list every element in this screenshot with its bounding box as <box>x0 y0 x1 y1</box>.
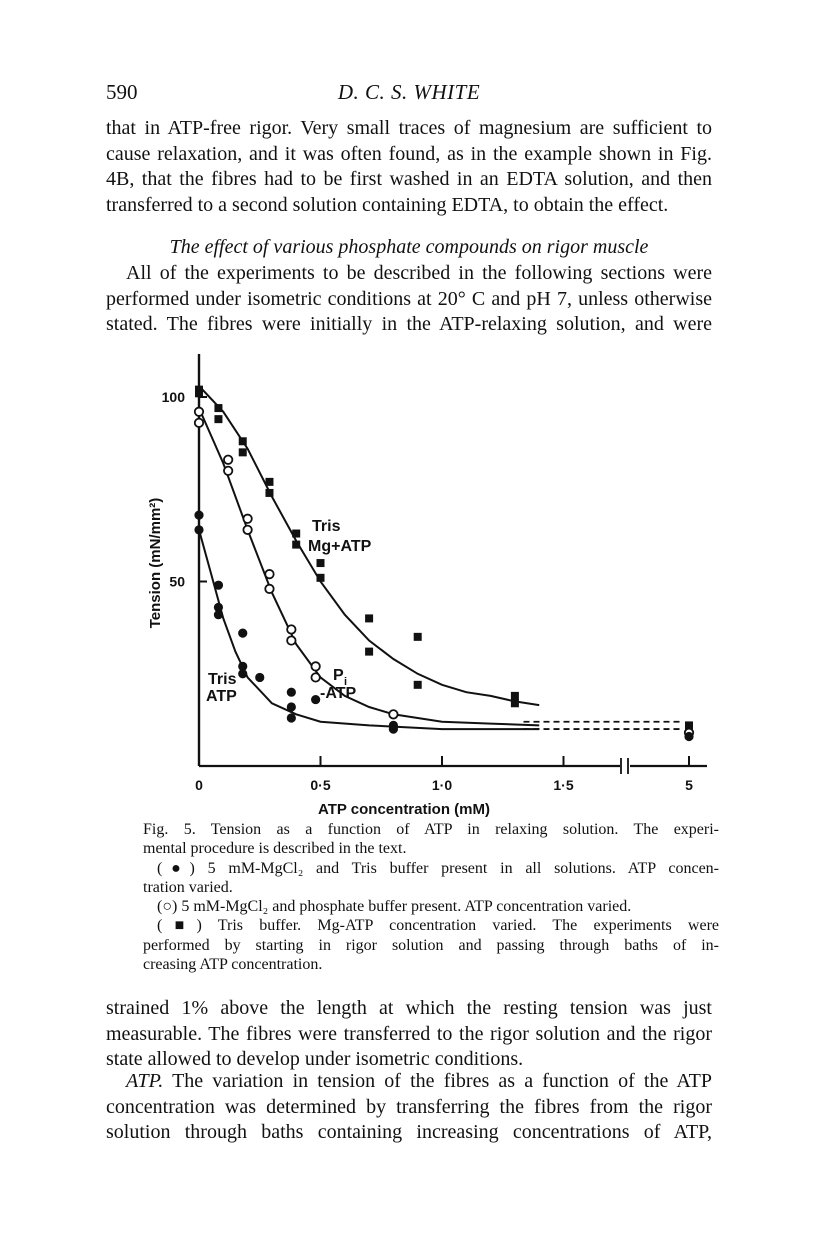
x-tick-label: 0 <box>195 777 203 793</box>
data-point-square <box>214 415 222 423</box>
data-point-filled-circle <box>389 725 398 734</box>
x-tick-label: 1·0 <box>431 777 453 793</box>
data-point-square <box>239 437 247 445</box>
open-circle-icon: ○ <box>162 898 172 916</box>
data-point-square <box>317 574 325 582</box>
y-tick-label: 100 <box>161 389 185 405</box>
data-point-square <box>292 541 300 549</box>
data-point-filled-circle <box>238 669 247 678</box>
data-point-square <box>195 389 203 397</box>
series-label-pi-atp: -ATP <box>320 685 357 702</box>
caption-title-line: mental procedure is described in the text. <box>143 840 407 858</box>
section-heading: The effect of various phosphate compounds on rigor muscle <box>169 236 649 258</box>
data-point-square <box>511 699 519 707</box>
data-point-open-circle <box>287 625 295 633</box>
series-label-mg-atp: Mg+ATP <box>308 538 372 555</box>
y-tick-label: 50 <box>169 573 185 590</box>
caption-item-open-circle: (○) 5 mM-MgCl₂ and phosphate buffer present. ATP concentration varied. <box>157 898 632 916</box>
x-tick-label: 1·5 <box>553 777 574 793</box>
running-head <box>106 80 712 110</box>
paragraph-line: 4B, that the fibres had to be first washed in an EDTA solution, and then <box>106 168 712 190</box>
paragraph-line: ATP. The variation in tension of the fibres as a function of the ATP <box>126 1070 712 1092</box>
fitted-curve <box>199 530 539 729</box>
paragraph-line: state allowed to develop under isometric conditions. <box>106 1048 524 1070</box>
data-point-open-circle <box>265 585 273 593</box>
data-point-open-circle <box>311 662 319 670</box>
data-point-filled-circle <box>214 581 223 590</box>
data-point-open-circle <box>224 467 232 475</box>
paragraph-line: solution through baths containing increasing concentrations of ATP, <box>106 1121 712 1143</box>
data-point-square <box>414 633 422 641</box>
figure-5-chart <box>140 348 720 818</box>
paragraph-line: All of the experiments to be described in the following sections were <box>126 262 712 284</box>
caption-item-line: performed by starting in rigor solution and passing through baths of in- <box>143 936 719 954</box>
paragraph-line: performed under isometric conditions at 20° C and pH 7, unless otherwise <box>106 287 712 310</box>
data-point-square <box>365 614 373 622</box>
paragraph-line: transferred to a second solution containing EDTA, to obtain the effect. <box>106 193 669 216</box>
top-paragraph <box>106 116 712 218</box>
data-point-square <box>214 404 222 412</box>
bottom-paragraph-1 <box>106 996 712 1073</box>
series-label-pi-subscript: i <box>344 676 348 688</box>
paragraph-line: stated. The fibres were initially in the ATP-relaxing solution, and were <box>106 313 712 335</box>
paragraph-line: measurable. The fibres were transferred to the rigor solution and the rigor <box>106 1022 712 1045</box>
data-point-filled-circle <box>214 610 223 619</box>
atp-lead: ATP. <box>126 1070 164 1092</box>
data-point-square <box>511 692 519 700</box>
data-point-filled-circle <box>287 713 296 722</box>
data-point-square <box>365 648 373 656</box>
figure-caption <box>143 820 719 974</box>
paragraph-line: that in ATP-free rigor. Very small traces of magnesium are sufficient to <box>106 117 712 139</box>
paragraph-line: concentration was determined by transferring the fibres from the rigor <box>106 1095 712 1118</box>
data-point-square <box>265 489 273 497</box>
caption-item-filled-square: (■) Tris buffer. Mg-ATP concentration varied. The experiments were <box>157 917 719 935</box>
intro-paragraph <box>106 261 712 338</box>
page-number: 590 <box>106 80 138 104</box>
x-axis-label: ATP concentration (mM) <box>318 801 490 818</box>
paragraph-line: cause relaxation, and it was often found, as in the example shown in Fig. <box>106 142 712 165</box>
data-point-filled-circle <box>287 702 296 711</box>
data-point-filled-circle <box>238 629 247 638</box>
paragraph-line: strained 1% above the length at which the resting tension was just <box>106 997 712 1019</box>
caption-item-line: creasing ATP concentration. <box>143 956 323 974</box>
data-point-open-circle <box>195 419 203 427</box>
data-point-open-circle <box>311 673 319 681</box>
data-point-open-circle <box>287 636 295 644</box>
author-name: D. C. S. WHITE <box>337 80 481 104</box>
data-point-filled-circle <box>255 673 264 682</box>
bottom-paragraph-2 <box>106 1069 712 1146</box>
series-label-tris-mg: Tris <box>312 518 341 535</box>
series-label-pi: P <box>333 667 344 684</box>
caption-item-line: tration varied. <box>143 878 233 896</box>
filled-square-icon: ■ <box>162 917 197 935</box>
series-label-atp: ATP <box>206 688 237 705</box>
data-point-square <box>414 681 422 689</box>
x-tick-label: 0·5 <box>310 777 331 793</box>
y-axis-label: Tension (mN/mm²) <box>147 497 164 629</box>
data-point-filled-circle <box>194 510 203 519</box>
data-point-square <box>239 448 247 456</box>
data-point-open-circle <box>195 408 203 416</box>
caption-title-line: Fig. 5. Tension as a function of ATP in relaxing solution. The experi- <box>143 821 719 838</box>
data-points <box>194 386 693 741</box>
series-label-tris: Tris <box>208 671 237 688</box>
caption-item-filled-circle: (●) 5 mM-MgCl₂ and Tris buffer present in all solutions. ATP concen- <box>157 859 719 877</box>
data-point-open-circle <box>389 710 397 718</box>
data-point-open-circle <box>265 570 273 578</box>
axes <box>162 354 707 793</box>
filled-circle-icon: ● <box>162 859 190 877</box>
data-point-square <box>292 530 300 538</box>
data-point-filled-circle <box>287 688 296 697</box>
data-point-filled-circle <box>194 525 203 534</box>
data-point-open-circle <box>243 526 251 534</box>
data-point-square <box>317 559 325 567</box>
data-point-open-circle <box>243 515 251 523</box>
fitted-curves <box>199 386 683 729</box>
x-tick-label: 5 <box>685 777 693 793</box>
data-point-open-circle <box>224 456 232 464</box>
data-point-filled-circle <box>311 695 320 704</box>
data-point-square <box>265 478 273 486</box>
data-point-filled-circle <box>684 732 693 741</box>
